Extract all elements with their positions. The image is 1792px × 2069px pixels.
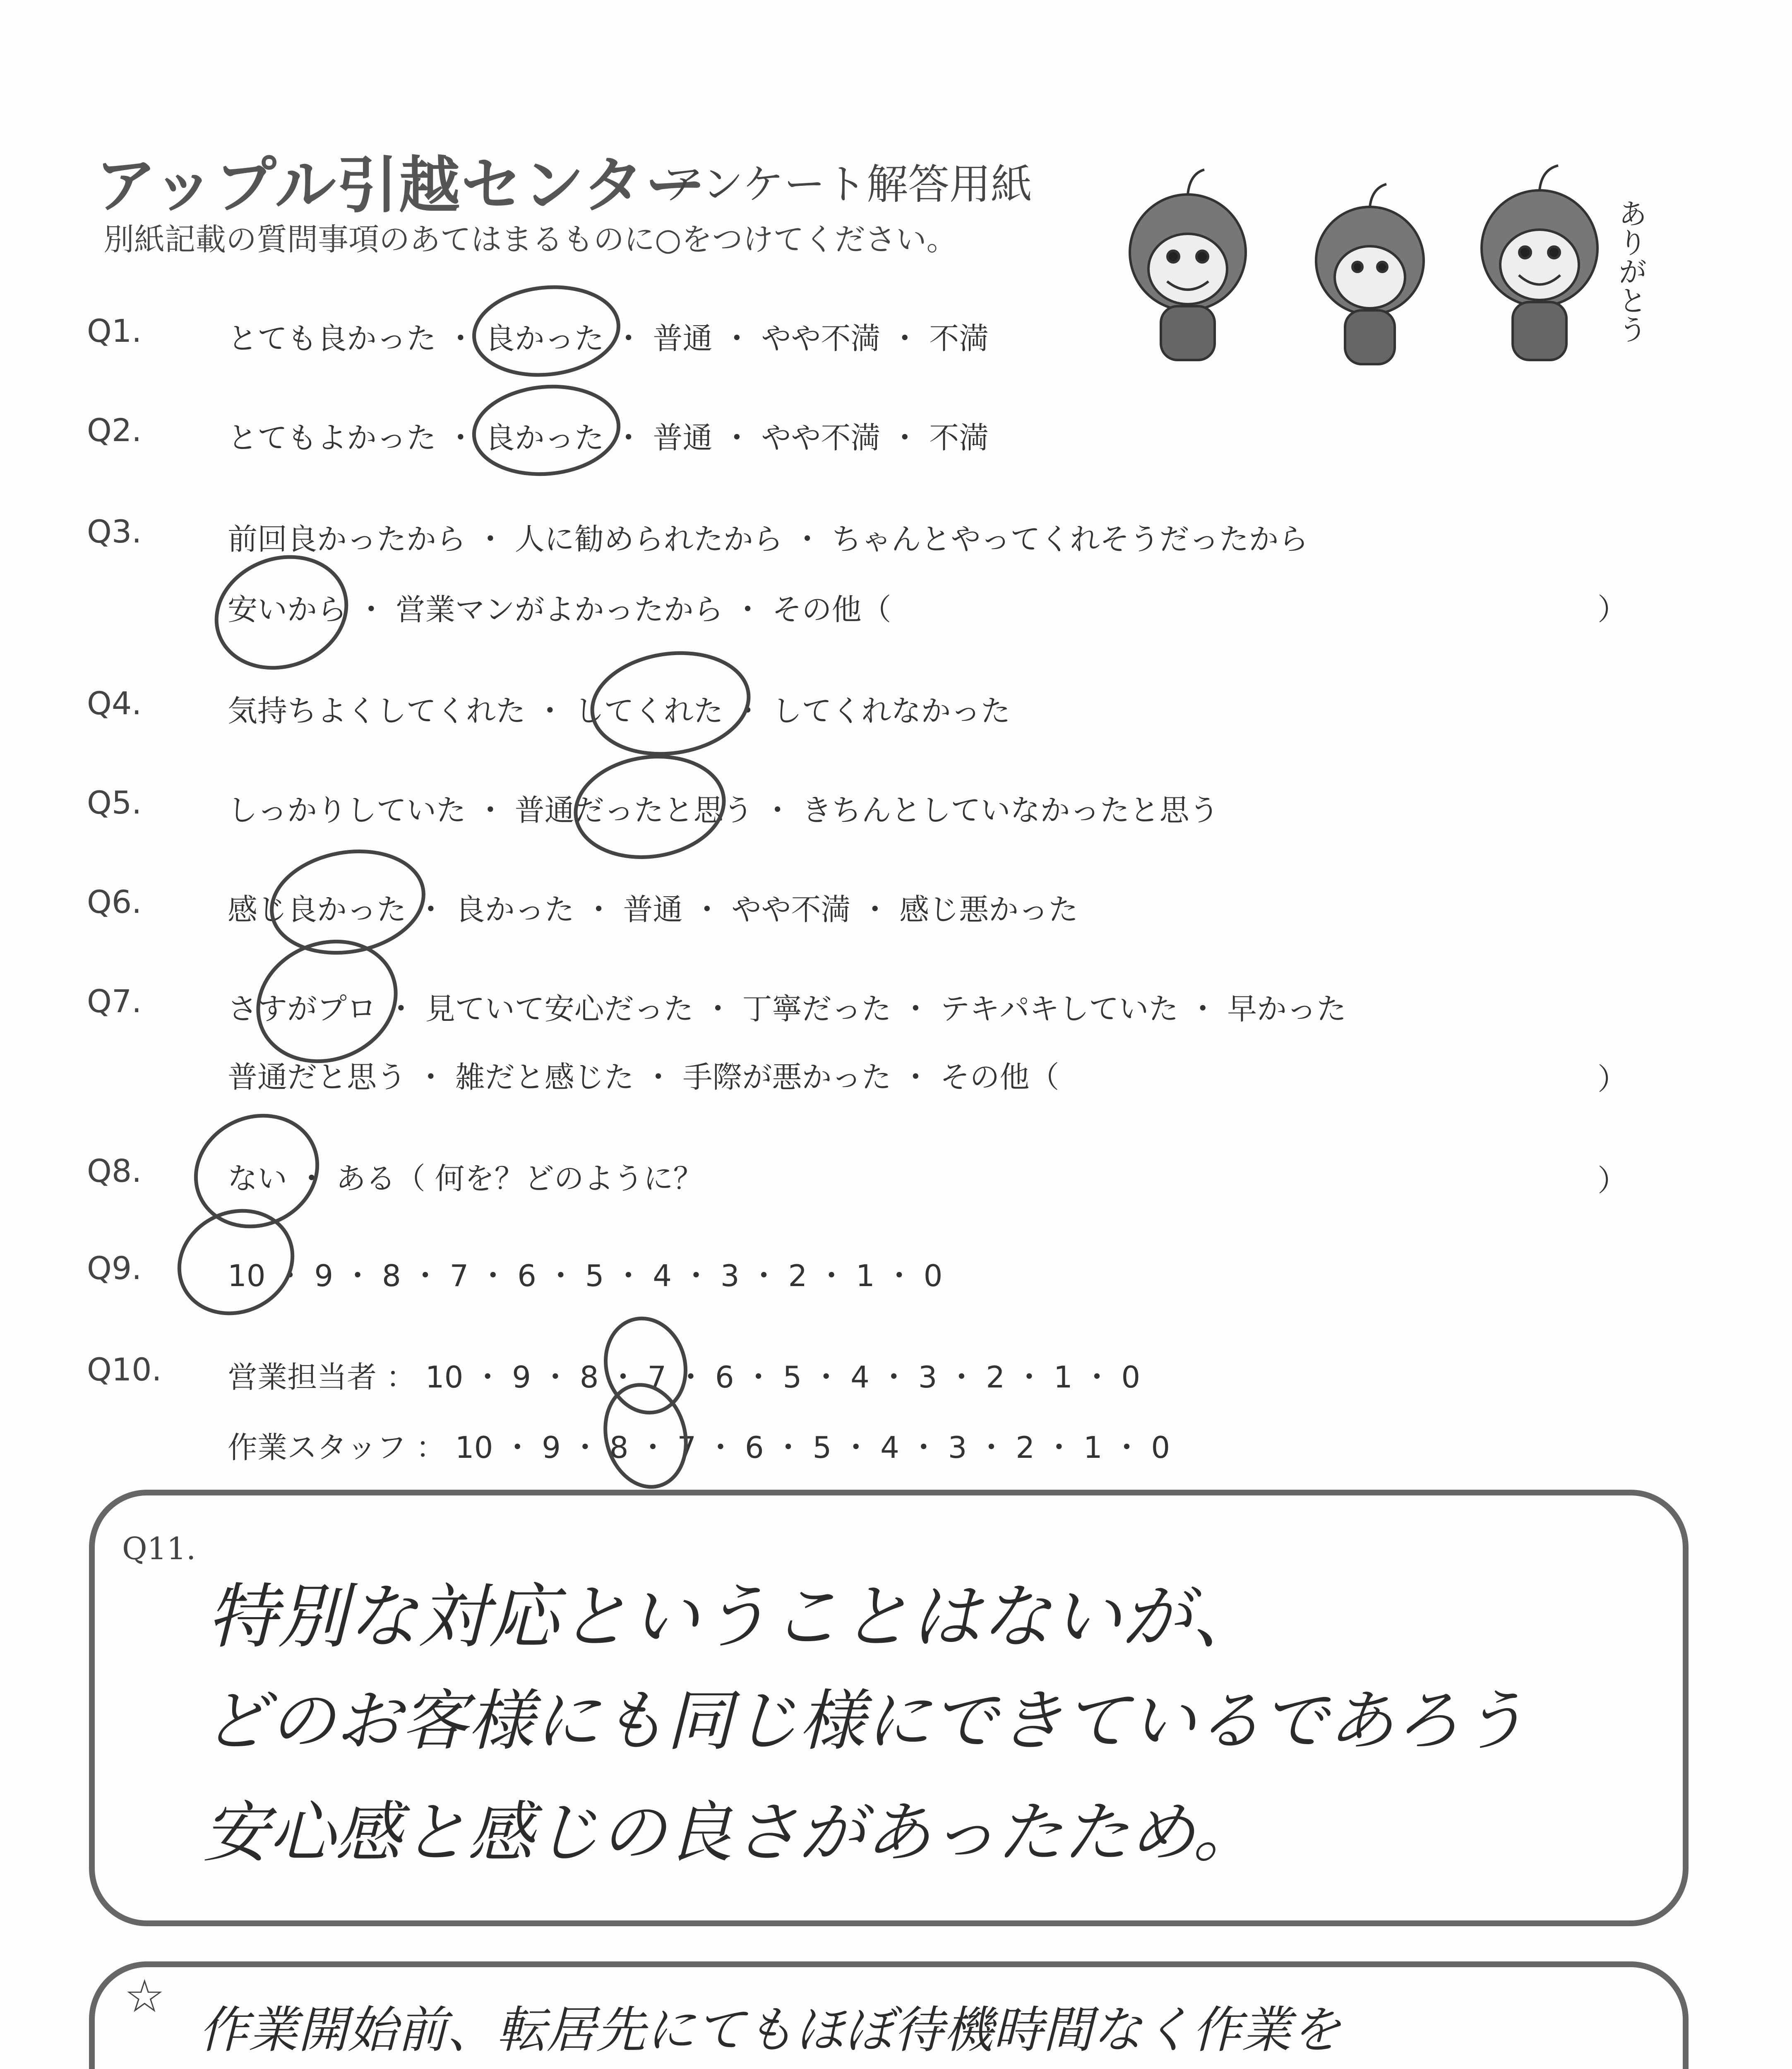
- company-title: アップル引越センター: [95, 150, 707, 221]
- q4-options: 気持ちよくしてくれた ・ してくれた ・ してくれなかった: [228, 694, 1011, 728]
- q7-close-paren: ）: [1597, 1062, 1628, 1097]
- q8-number: Q8.: [87, 1152, 142, 1189]
- mascot-illustration: [1117, 149, 1697, 381]
- q6-number: Q6.: [87, 883, 142, 920]
- q9-options: 10 ・ 9 ・ 8 ・ 7 ・ 6 ・ 5 ・ 4 ・ 3 ・ 2 ・ 1 ・ 0: [228, 1258, 943, 1293]
- q11-handwriting-line3: 安心感と感じの良さがあったため。: [203, 1794, 1259, 1871]
- q3-close-paren: ）: [1597, 592, 1628, 627]
- q9-number: Q9.: [87, 1250, 142, 1287]
- q8-close-paren: ）: [1597, 1163, 1628, 1198]
- q8-options: ない ・ ある（ 何を？どのように？: [228, 1161, 703, 1196]
- q1-options: とても良かった ・ 良かった ・ 普通 ・ やや不満 ・ 不満: [228, 321, 989, 356]
- monkey-right-icon: [1482, 166, 1597, 360]
- q11-handwriting-line2: どのお客様にも同じ様にできているであろう: [203, 1682, 1527, 1759]
- q10-staff-options: 作業スタッフ ： 10 ・ 9 ・ 8 ・ 7 ・ 6 ・ 5 ・ 4 ・ 3 ・ 2 ・ 1 ・ 0: [228, 1430, 1170, 1465]
- q11-handwriting-line1: 特別な対応ということはないが、: [207, 1576, 1263, 1658]
- q10-number: Q10.: [87, 1351, 162, 1388]
- q2-number: Q2.: [87, 412, 142, 449]
- monkey-left-icon: [1130, 170, 1246, 360]
- q2-options: とてもよかった ・ 良かった ・ 普通 ・ やや不満 ・ 不満: [228, 420, 989, 455]
- mascot-caption: ありがとう: [1614, 199, 1648, 343]
- instruction-text: 別紙記載の質問事項のあてはまるものに○をつけてください。: [103, 222, 957, 257]
- q5-options: しっかりしていた ・ 普通だったと思う ・ きちんとしていなかったと思う: [228, 793, 1219, 828]
- q11-label: Q11.: [122, 1531, 196, 1567]
- q3-number: Q3.: [87, 513, 142, 550]
- monkey-middle-icon: [1316, 184, 1424, 364]
- comment-handwriting-line1: 作業開始前、転居先にてもほぼ待機時間なく作業を: [199, 2002, 1341, 2059]
- q3-options-line1: 前回良かったから ・ 人に勧められたから ・ ちゃんとやってくれそうだったから: [228, 522, 1309, 557]
- form-subtitle: アンケート解答用紙: [662, 160, 1032, 209]
- q5-number: Q5.: [87, 784, 142, 821]
- q3-options-line2: 安いから ・ 営業マンがよかったから ・ その他（: [228, 592, 891, 627]
- q4-number: Q4.: [87, 685, 142, 722]
- q6-options: 感じ良かった ・ 良かった ・ 普通 ・ やや不満 ・ 感じ悪かった: [228, 892, 1079, 927]
- q1-number: Q1.: [87, 312, 142, 349]
- comment-star-mark: ☆: [124, 1970, 165, 2023]
- q10-sales-options: 営業担当者 ： 10 ・ 9 ・ 8 ・ 7 ・ 6 ・ 5 ・ 4 ・ 3 ・ 2 ・ 1 ・ 0: [228, 1360, 1141, 1395]
- q7-options-line2: 普通だと思う ・ 雑だと感じた ・ 手際が悪かった ・ その他（: [228, 1060, 1059, 1095]
- q7-number: Q7.: [87, 983, 142, 1020]
- q7-options-line1: さすがプロ ・ 見ていて安心だった ・ 丁寧だった ・ テキパキしていた ・ 早かった: [228, 991, 1347, 1026]
